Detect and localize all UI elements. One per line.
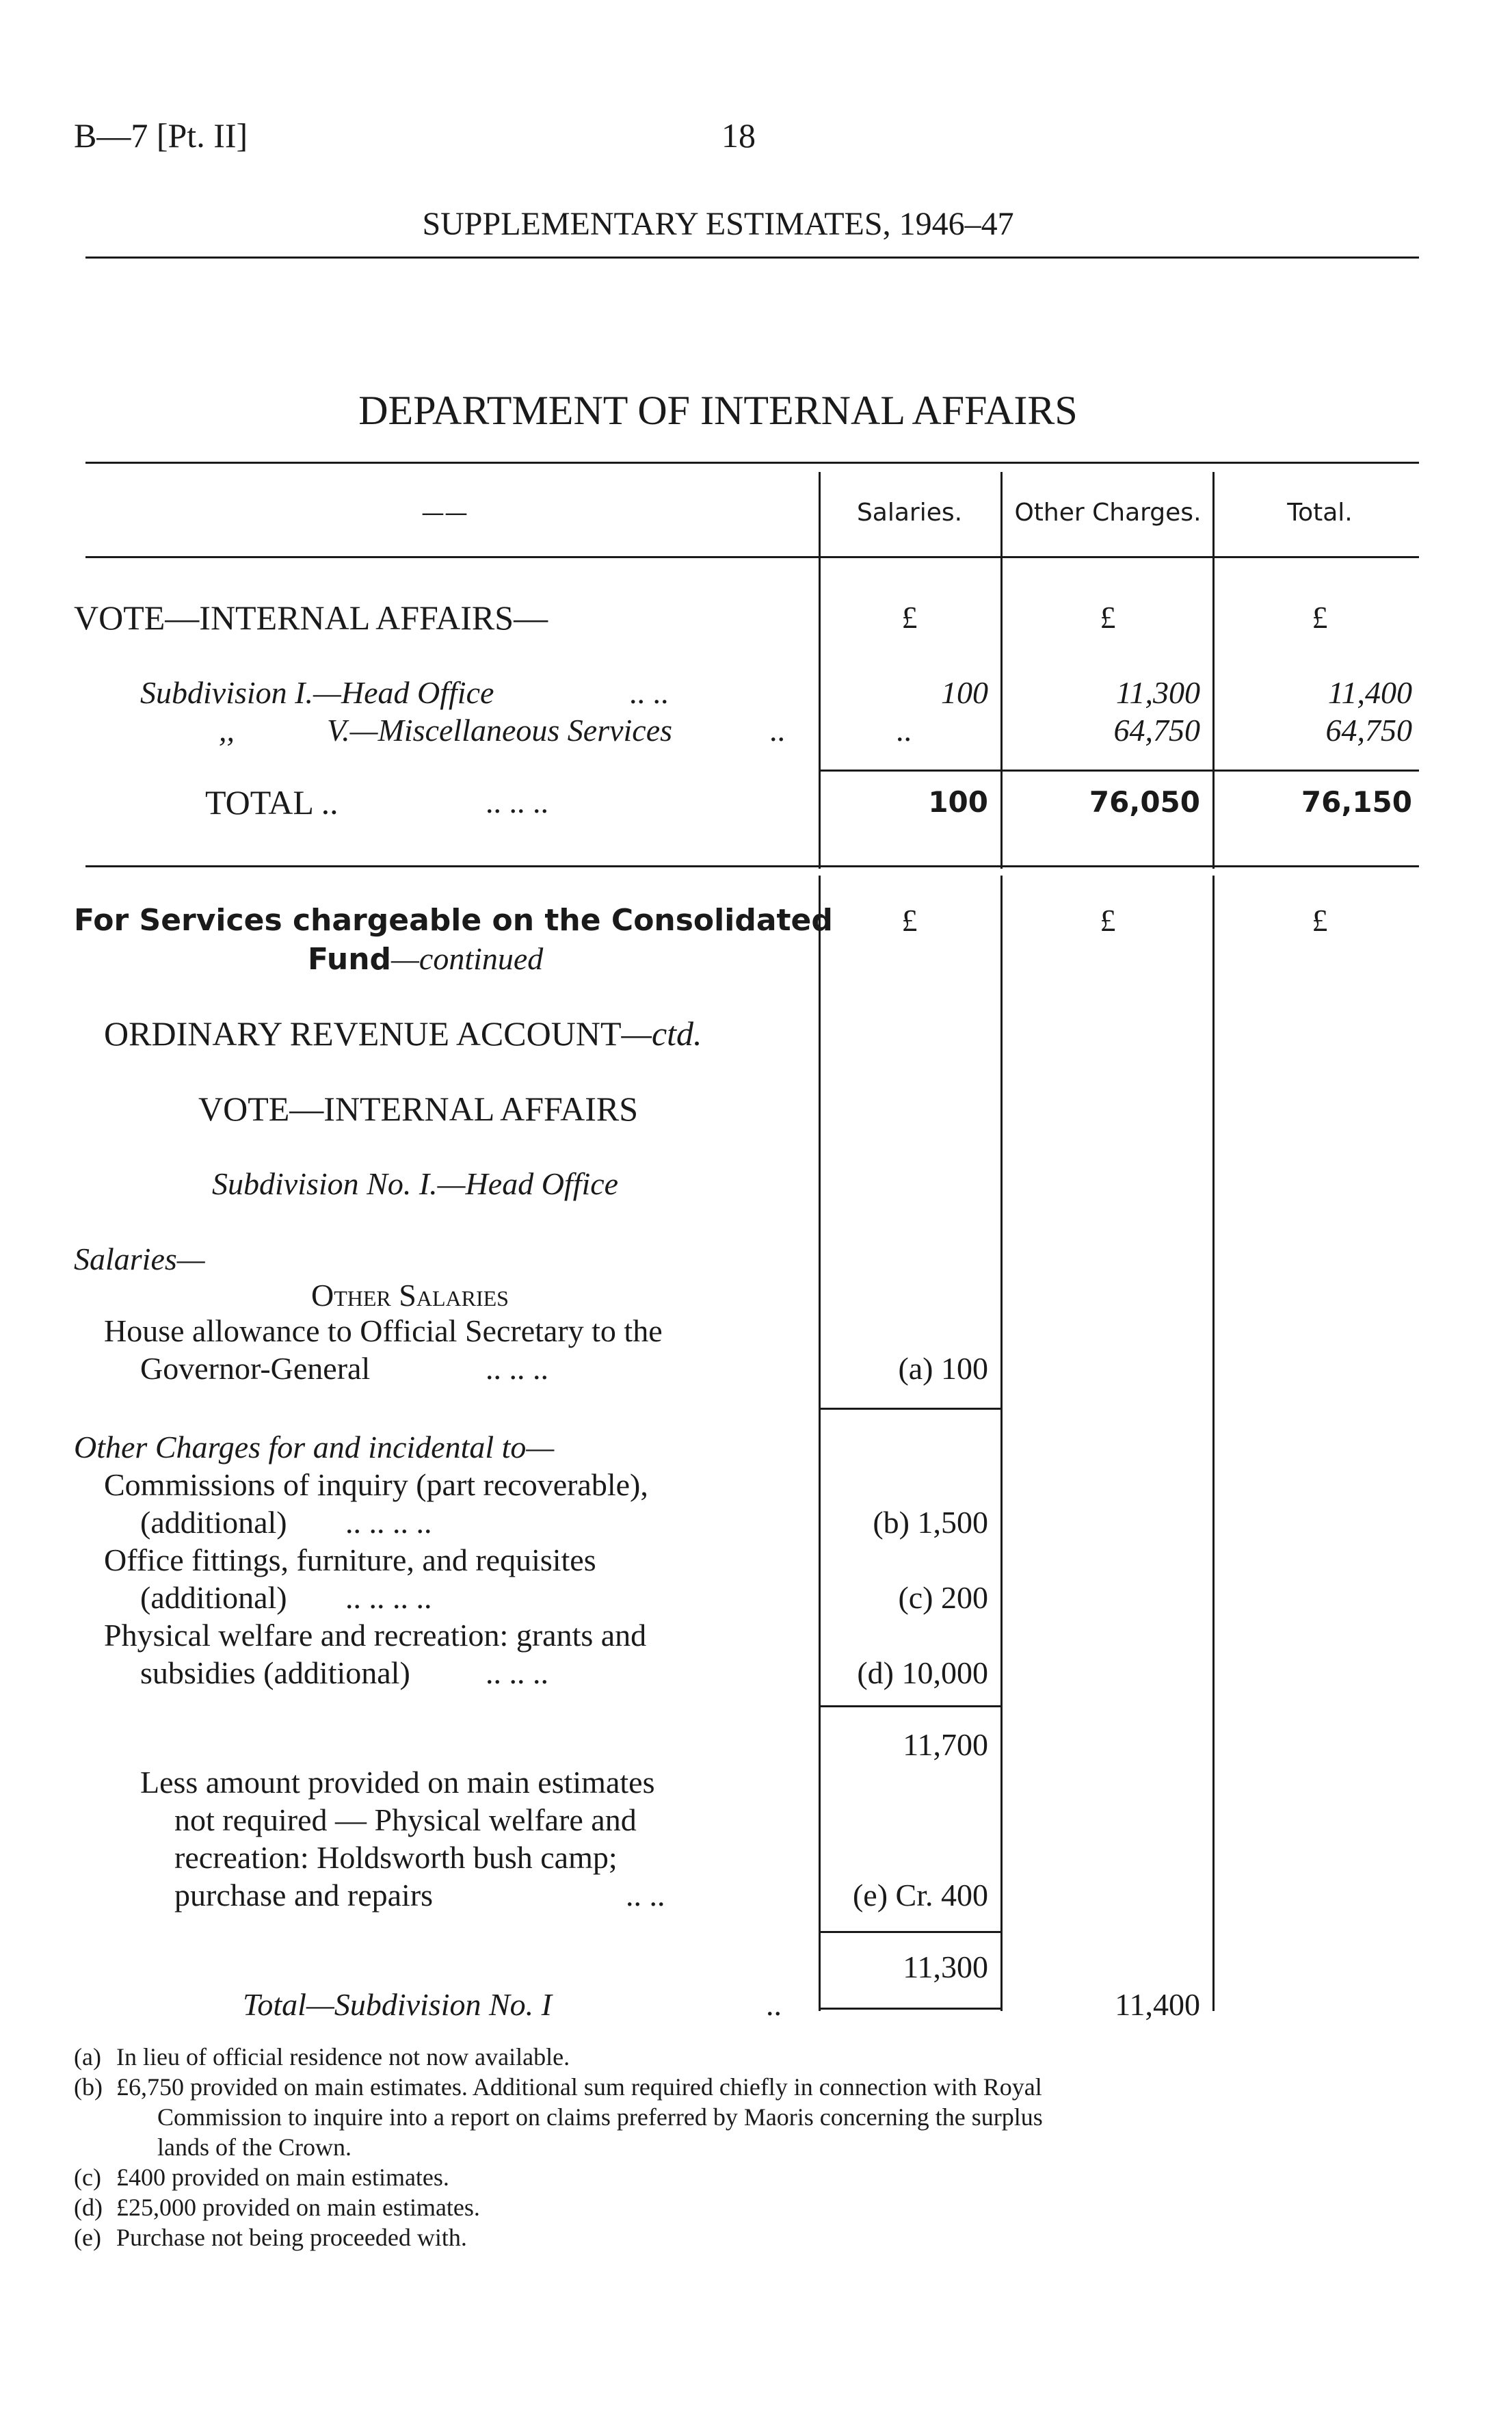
item-line2: (additional) [140,1580,287,1615]
house-allowance-value: (a) 100 [898,1351,988,1386]
summary-row-other: 11,300 [1115,675,1200,710]
detail-divider-3 [1212,876,1215,2011]
summary-row-label: V.—Miscellaneous Services [327,713,673,748]
table-top-rule [85,462,1419,464]
account-title: ORDINARY REVENUE ACCOUNT [104,1014,622,1053]
net-rule [821,1931,1000,1933]
header-rule [85,257,1419,259]
summary-row-salaries: .. [896,713,912,748]
house-allowance-line1: House allowance to Official Secretary to the [104,1313,663,1348]
item-line2: (additional) [140,1505,287,1540]
leader-dots: .. .. [626,1878,665,1913]
total-salaries: 100 [928,785,988,819]
running-title: SUPPLEMENTARY ESTIMATES, 1946–47 [422,206,1014,242]
footnote-mark: (a) [74,2043,101,2071]
currency-salaries: £ [901,600,918,635]
subdivision-heading: Subdivision No. I.—Head Office [212,1166,619,1201]
fund-word: Fund [308,942,392,977]
leader-dots: .. [769,713,785,748]
leader-dots: .. .. .. [486,785,548,819]
footnote-mark: (b) [74,2073,103,2101]
footnote-text: lands of the Crown. [157,2133,352,2161]
other-charges-label: Other Charges for and incidental to— [74,1430,555,1464]
detail-currency-total: £ [1312,903,1328,938]
item-line2: subsidies (additional) [140,1655,410,1690]
less-value: (e) Cr. 400 [852,1878,988,1913]
total-total: 76,150 [1301,785,1412,819]
leader-dots: .. .. .. [486,1351,548,1386]
footnote-text: £25,000 provided on main estimates. [116,2194,480,2221]
total-rule [821,770,1419,772]
item-value: (b) 1,500 [873,1505,988,1540]
leader-dots: .. .. .. .. [345,1505,432,1540]
footnote-mark: (c) [74,2164,101,2191]
summary-row-total: 11,400 [1327,675,1412,710]
less-line: recreation: Holdsworth bush camp; [174,1840,618,1875]
column-header-other-charges: Other Charges. [1014,499,1202,527]
section-rule [85,865,1419,867]
footnote-text: Purchase not being proceeded with. [116,2224,467,2251]
subdivision-total-value: 11,400 [1115,1987,1200,2022]
currency-other: £ [1100,600,1116,635]
footnote-text: Commission to inquire into a report on claims preferred by Maoris concerning the surplus [157,2103,1043,2131]
item-line1: Office fittings, furniture, and requisites [104,1542,596,1577]
column-header-total: Total. [1287,499,1353,527]
subtotal-value: 11,700 [903,1727,988,1762]
item-value: (c) 200 [898,1580,988,1615]
vote-subheading: VOTE—INTERNAL AFFAIRS [198,1090,639,1128]
currency-total: £ [1312,600,1328,635]
footnote-text: In lieu of official residence not now available. [116,2043,570,2071]
item-value: (d) 10,000 [857,1655,988,1690]
summary-row-total: 64,750 [1325,713,1412,748]
page-reference: B—7 [Pt. II] [74,116,248,155]
vote-heading: VOTE—INTERNAL AFFAIRS— [74,599,548,637]
other-salaries-heading: Other Salaries [311,1278,509,1313]
consolidated-fund-heading-line2 [308,939,543,979]
leader-dots: .. .. [629,675,669,710]
footnote-text: £400 provided on main estimates. [116,2164,449,2191]
summary-row-salaries: 100 [941,675,988,710]
footnote-mark: (e) [74,2224,101,2251]
column-header-blank: —— [421,499,468,527]
salaries-rule [821,1408,1000,1410]
account-suffix: —ctd. [621,1014,702,1053]
leader-dots: .. .. .. [486,1655,548,1690]
detail-divider-2 [1000,876,1003,2011]
item-line1: Commissions of inquiry (part recoverable), [104,1467,648,1502]
summary-row-label: Subdivision I.—Head Office [140,675,494,710]
department-title: DEPARTMENT OF INTERNAL AFFAIRS [358,388,1078,433]
ditto-mark: ,, [219,713,235,748]
leader-dots: .. [766,1987,782,2022]
column-divider-3 [1212,472,1215,869]
table-header-rule [85,556,1419,558]
less-line: purchase and repairs [174,1878,434,1913]
total-other: 76,050 [1089,785,1200,819]
account-heading [104,1014,702,1053]
total-label: TOTAL .. [205,783,339,822]
continued-suffix: —continued [391,941,544,976]
subtotal-rule [821,1705,1000,1707]
item-line1: Physical welfare and recreation: grants and [104,1618,647,1653]
salaries-label: Salaries— [74,1241,205,1276]
net-value: 11,300 [903,1949,988,1984]
page-number: 18 [721,116,756,155]
less-line: not required — Physical welfare and [174,1802,637,1837]
summary-row-other: 64,750 [1113,713,1200,748]
column-divider-2 [1000,472,1003,869]
footnote-text: £6,750 provided on main estimates. Additional sum required chiefly in connection with Royal [116,2073,1042,2101]
subdivision-total-label: Total—Subdivision No. I [243,1987,552,2022]
house-allowance-line2: Governor-General [140,1351,371,1386]
subdivision-total-rule [821,2008,1000,2010]
detail-divider-1 [819,876,821,2011]
consolidated-fund-heading: For Services chargeable on the Consolidated [74,903,833,938]
column-header-salaries: Salaries. [856,499,963,527]
detail-currency-salaries: £ [901,903,918,938]
leader-dots: .. .. .. .. [345,1580,432,1615]
detail-currency-other: £ [1100,903,1116,938]
footnote-mark: (d) [74,2194,103,2221]
less-line: Less amount provided on main estimates [140,1765,655,1800]
